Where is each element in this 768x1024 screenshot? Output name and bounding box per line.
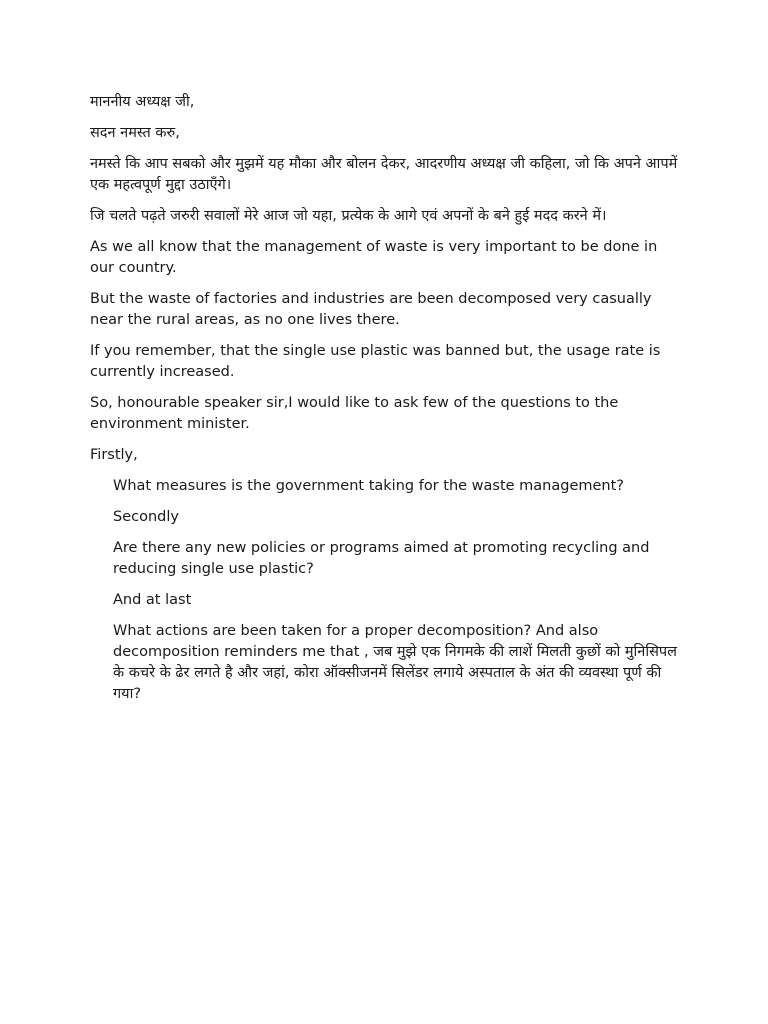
- question-1: What measures is the government taking for the waste management?: [113, 478, 625, 494]
- question-3: What actions are been taken for a proper decomposition? And also decomposition reminders me that , जब मुझे एक निगमके की लाशें मिलती कुछों को मुनिसिपल के कचरे के ढेर लगते है और जहां, कोरा ऑक्सीजनमें सिलेंडर लगाये अस्पताल के अंत की व्यवस्था पूर्ण की गया?: [113, 623, 677, 702]
- body-paragraph-industries: But the waste of factories and industries are been decomposed very casually near the rural areas, as no one lives there.: [90, 291, 652, 328]
- body-paragraph-waste: As we all know that the management of waste is very important to be done in our country.: [90, 239, 658, 276]
- body-paragraph-plastic: If you remember, that the single use plastic was banned but, the usage rate is currently increased.: [90, 343, 661, 380]
- firstly-label: Firstly,: [90, 447, 138, 463]
- greeting-paragraph: सदन नमस्त करु,: [90, 125, 180, 141]
- salutation-paragraph: माननीय अध्यक्ष जी,: [90, 94, 195, 110]
- body-paragraph-questions: So, honourable speaker sir,I would like to ask few of the questions to the environment minister.: [90, 395, 619, 432]
- and-at-last-label: And at last: [113, 592, 192, 608]
- intro-paragraph: नमस्ते कि आप सबको और मुझमें यह मौका और बोलन देकर, आदरणीय अध्यक्ष जी कहिला, जो कि अपने आपमें एक महत्वपूर्ण मुद्दा उठाएँगे।: [90, 156, 678, 193]
- document-page: [90, 92, 680, 715]
- intro-paragraph-2: जि चलते पढ़ते जरुरी सवालों मेरे आज जो यहा, प्रत्येक के आगे एवं अपनों के बने हुई मदद करने में।: [90, 208, 607, 224]
- secondly-label: Secondly: [113, 509, 179, 525]
- question-2: Are there any new policies or programs aimed at promoting recycling and reducing single use plastic?: [113, 540, 650, 577]
